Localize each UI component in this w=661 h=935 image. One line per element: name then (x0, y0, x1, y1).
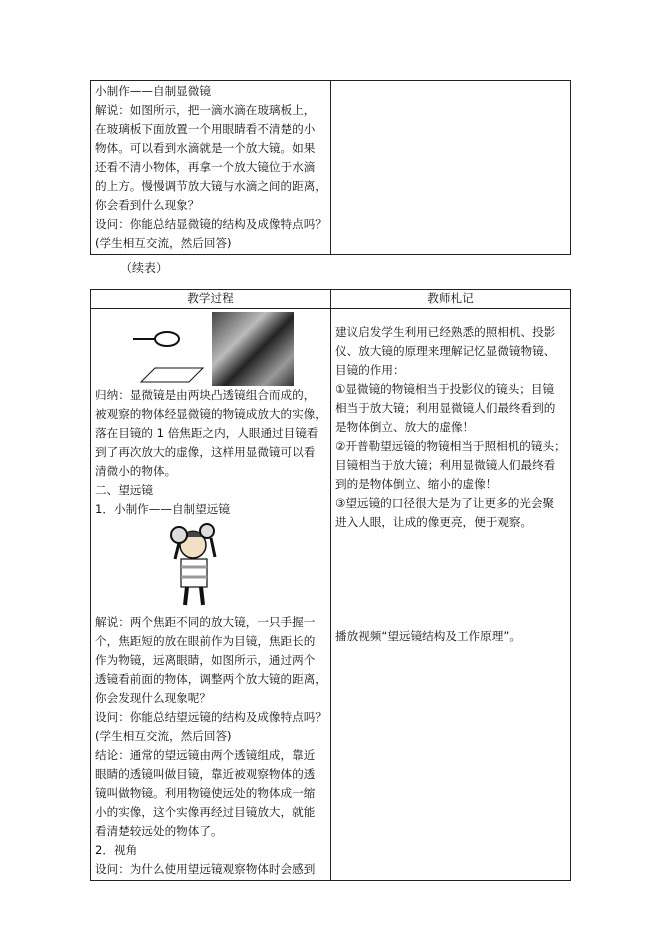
text-line: 结论：通常的望远镜由两个透镜组成，靠近 (95, 748, 316, 762)
text-line: 设问：你能总结显微镜的结构及成像特点吗？ (95, 217, 327, 231)
text-line: 到的是物体倒立、缩小的虚像！ (335, 477, 498, 491)
text-line: 归纳：显微镜是由两块凸透镜组合而成的， (95, 388, 316, 402)
text-line: 物体。可以看到水滴就是一个放大镜。如果 (95, 141, 316, 155)
text-line: 相当于放大镜；利用显微镜人们最终看到的 (335, 401, 556, 415)
text-line: 1．小制作——自制望远镜 (95, 502, 230, 516)
table1-right-cell (331, 81, 571, 255)
person-with-telescope-illustration (155, 521, 235, 607)
text-line: (学生相互交流，然后回答) (95, 729, 232, 743)
text-line: 镜叫做物镜。利用物镜使远处的物体成一缩 (95, 786, 316, 800)
text-line: 眼睛的透镜叫做目镜，靠近被观察物体的透 (95, 767, 316, 781)
table-continued-top (90, 80, 571, 255)
text-line: 清微小的物体。 (95, 464, 177, 478)
text-line: 仪、放大镜的原理来理解记忆显微镜物镜、 (335, 344, 556, 358)
text-line: 作为物镜，远离眼睛，如图所示，通过两个 (95, 653, 316, 667)
text-line: 还看不清小物体，再拿一个放大镜位于水滴 (95, 160, 316, 174)
notes-cell (331, 309, 571, 881)
text-line: 被观察的物体经显微镜的物镜成放大的实像， (95, 407, 327, 421)
text-line: 设问：为什么使用望远镜观察物体时会感到 (95, 862, 316, 876)
text-line: 建议启发学生利用已经熟悉的照相机、投影 (335, 325, 556, 339)
text-line: 到了再次放大的虚像，这样用显微镜可以看 (95, 445, 316, 459)
text-line: 透镜看前面的物体，调整两个放大镜的距离， (95, 672, 327, 686)
text-line: 目镜相当于放大镜；利用显微镜人们最终看 (335, 458, 556, 472)
text-line: 看清楚较远处的物体了。 (95, 824, 223, 838)
process-cell (91, 309, 331, 881)
text-line: 的上方。慢慢调节放大镜与水滴之间的距离， (95, 179, 327, 193)
text-line: 进入人眼，让成的像更亮，便于观察。 (335, 515, 533, 529)
text-line: 在玻璃板下面放置一个用眼睛看不清楚的小 (95, 122, 316, 136)
text-line: 二、望远镜 (95, 483, 153, 497)
text-line: ②开普勒望远镜的物镜相当于照相机的镜头； (335, 439, 566, 453)
text-line: 个，焦距短的放在眼前作为目镜，焦距长的 (95, 634, 316, 648)
header-teaching-process: 教学过程 (91, 290, 331, 309)
text-line: ①显微镜的物镜相当于投影仪的镜头；目镜 (335, 382, 555, 396)
text-line: 2．视角 (95, 843, 138, 857)
microscope-illustration (95, 310, 326, 386)
table1-left-cell (91, 81, 331, 255)
text-line: (学生相互交流，然后回答) (95, 236, 232, 250)
text-line: 小的实像，这个实像再经过目镜放大，就能 (95, 805, 316, 819)
text-line: 你会发现什么现象呢？ (95, 691, 211, 705)
text-line: 小制作——自制显微镜 (95, 84, 211, 98)
text-line: 是物体倒立、放大的虚像！ (335, 420, 475, 434)
text-line: ③望远镜的口径很大是为了让更多的光会聚 (335, 496, 555, 510)
teaching-table (90, 289, 571, 881)
text-line: 落在目镜的 1 倍焦距之内，人眼通过目镜看 (95, 426, 319, 440)
text-line: 你会看到什么现象？ (95, 198, 200, 212)
text-line: 解说：如图所示，把一滴水滴在玻璃板上， (95, 103, 316, 117)
microscope-photo (212, 312, 294, 386)
header-teacher-notes: 教师札记 (331, 290, 571, 309)
text-line: 目镜的作用： (335, 363, 405, 377)
video-note: 播放视频“望远镜结构及工作原理”。 (335, 629, 521, 643)
text-line: 设问：你能总结望远镜的结构及成像特点吗？ (95, 710, 327, 724)
continued-label: （续表） (120, 261, 169, 275)
text-line: 解说：两个焦距不同的放大镜，一只手握一 (95, 615, 316, 629)
